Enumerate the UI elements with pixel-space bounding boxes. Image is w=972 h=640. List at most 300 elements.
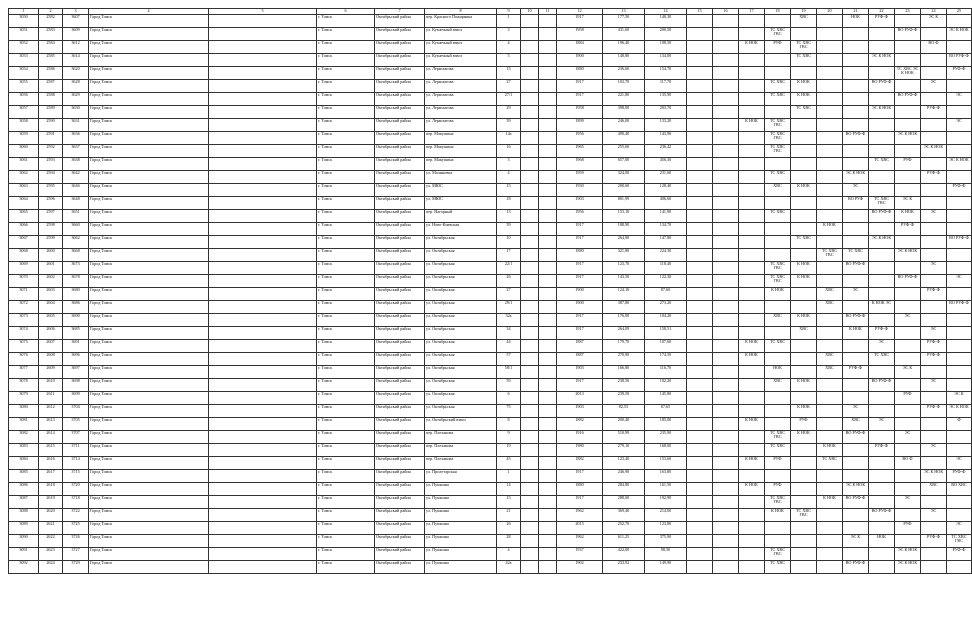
table-cell: 45 xyxy=(497,456,521,469)
table-cell: г. Томск xyxy=(317,560,375,573)
table-cell: 166,80 xyxy=(603,365,645,378)
table-cell xyxy=(209,248,317,261)
table-cell: Октябрьский район xyxy=(375,443,425,456)
table-cell xyxy=(539,105,557,118)
table-cell xyxy=(895,183,921,196)
table-cell xyxy=(739,92,765,105)
table-cell xyxy=(791,534,817,547)
table-cell: 1884 xyxy=(557,40,603,53)
table-cell: Октябрьский район xyxy=(375,326,425,339)
table-cell xyxy=(209,92,317,105)
table-cell: 657,00 xyxy=(603,157,645,170)
table-cell xyxy=(843,79,869,92)
table-cell: г. Томск xyxy=(317,105,375,118)
table-cell xyxy=(739,222,765,235)
table-cell: 4 xyxy=(497,170,521,183)
table-cell xyxy=(791,287,817,300)
table-cell xyxy=(209,144,317,157)
table-cell xyxy=(843,27,869,40)
table-cell: РУФ-Ф xyxy=(869,14,895,27)
table-cell: Октябрьский район xyxy=(375,92,425,105)
table-cell: ТС ХВС ГВС xyxy=(765,547,791,560)
table-cell xyxy=(895,534,921,547)
table-cell: 2606 xyxy=(39,326,63,339)
table-cell xyxy=(869,261,895,274)
table-cell: 3064 xyxy=(9,196,39,209)
table-cell: К НОК xyxy=(791,274,817,287)
table-cell: г. Томск xyxy=(317,157,375,170)
table-cell: 1902 xyxy=(557,560,603,573)
table-cell: 153,60 xyxy=(645,456,687,469)
table-cell: 255,60 xyxy=(603,144,645,157)
table-row xyxy=(9,326,972,339)
table-cell: 153,10 xyxy=(603,209,645,222)
table-cell: г. Томск xyxy=(317,417,375,430)
table-cell xyxy=(895,105,921,118)
table-cell: К НОК xyxy=(739,352,765,365)
table-cell: Октябрьский район xyxy=(375,404,425,417)
table-cell: 1958 xyxy=(557,27,603,40)
table-cell xyxy=(739,300,765,313)
table-cell xyxy=(687,92,713,105)
table-cell xyxy=(739,287,765,300)
table-cell xyxy=(921,495,947,508)
table-cell: 3076 xyxy=(9,352,39,365)
table-cell: РУФ xyxy=(765,40,791,53)
table-cell xyxy=(921,547,947,560)
table-cell: 1917 xyxy=(557,326,603,339)
table-cell xyxy=(521,534,539,547)
table-cell: Город Томск xyxy=(89,339,209,352)
table-cell xyxy=(539,235,557,248)
table-cell: ЭС xyxy=(843,183,869,196)
table-cell: 3630 xyxy=(63,105,89,118)
table-cell: ВО РУФ-Ф xyxy=(869,508,895,521)
table-cell: 59 xyxy=(497,378,521,391)
table-cell: Октябрьский район xyxy=(375,196,425,209)
table-cell xyxy=(869,547,895,560)
table-cell xyxy=(521,352,539,365)
table-cell: ул. Октябрьская xyxy=(425,248,497,261)
table-cell xyxy=(521,170,539,183)
table-cell: ВО Ф xyxy=(921,40,947,53)
table-cell: г. Томск xyxy=(317,326,375,339)
table-cell: 27 xyxy=(497,287,521,300)
table-cell: 3087 xyxy=(9,495,39,508)
table-cell: 179,70 xyxy=(603,339,645,352)
table-cell xyxy=(209,105,317,118)
table-cell: 3068 xyxy=(9,248,39,261)
table-cell xyxy=(209,40,317,53)
table-cell: 200,60 xyxy=(603,183,645,196)
table-cell: пер. Нагорный xyxy=(425,209,497,222)
table-cell: 3055 xyxy=(9,79,39,92)
table-cell xyxy=(817,144,843,157)
table-cell xyxy=(895,326,921,339)
table-cell: ул. Октябрьская xyxy=(425,365,497,378)
table-cell xyxy=(947,378,972,391)
table-cell: РУФ-Ф xyxy=(921,287,947,300)
table-cell: 203,70 xyxy=(645,105,687,118)
table-row xyxy=(9,27,972,40)
table-cell: 3699 xyxy=(63,391,89,404)
table-cell: 2618 xyxy=(39,482,63,495)
table-cell xyxy=(687,469,713,482)
table-cell: РУФ-Ф xyxy=(895,222,921,235)
table-cell xyxy=(539,521,557,534)
table-cell: 273,20 xyxy=(645,300,687,313)
table-cell: 29 xyxy=(497,105,521,118)
table-cell xyxy=(739,443,765,456)
table-cell: РУФ xyxy=(895,521,921,534)
table-row xyxy=(9,144,972,157)
table-cell xyxy=(869,131,895,144)
table-cell: 3638 xyxy=(63,157,89,170)
table-cell xyxy=(687,248,713,261)
table-cell: К НОК xyxy=(739,118,765,131)
table-cell: 3722 xyxy=(63,508,89,521)
table-cell: г. Томск xyxy=(317,183,375,196)
table-cell: 154,70 xyxy=(645,66,687,79)
table-cell: г. Томск xyxy=(317,170,375,183)
table-cell: Октябрьский район xyxy=(375,547,425,560)
table-cell xyxy=(947,209,972,222)
table-cell: г. Томск xyxy=(317,469,375,482)
table-cell: 2614 xyxy=(39,430,63,443)
table-cell: ЭС xyxy=(895,495,921,508)
table-cell xyxy=(921,248,947,261)
table-cell xyxy=(713,40,739,53)
table-cell xyxy=(713,209,739,222)
table-cell xyxy=(921,365,947,378)
table-cell: Октябрьский район xyxy=(375,222,425,235)
table-cell: ТС ХВС xyxy=(843,248,869,261)
table-cell: РУФ xyxy=(895,391,921,404)
table-cell: 1917 xyxy=(557,469,603,482)
table-cell xyxy=(713,183,739,196)
table-cell xyxy=(687,326,713,339)
table-cell: 2594 xyxy=(39,170,63,183)
table-cell: ЭС xyxy=(921,261,947,274)
table-cell xyxy=(765,196,791,209)
table-cell: 387,80 xyxy=(603,300,645,313)
table-cell: 3073 xyxy=(9,313,39,326)
table-cell: 128,40 xyxy=(645,183,687,196)
table-cell: 185,00 xyxy=(645,417,687,430)
table-cell xyxy=(539,287,557,300)
table-cell xyxy=(209,352,317,365)
column-header: 22 xyxy=(869,9,895,15)
table-cell: 1917 xyxy=(557,495,603,508)
table-cell: ЭС xyxy=(869,339,895,352)
table-cell xyxy=(539,170,557,183)
table-cell: ТС ХВС ГВС xyxy=(791,40,817,53)
table-cell: К НОК xyxy=(791,92,817,105)
table-cell xyxy=(947,339,972,352)
table-cell: ХВС xyxy=(817,300,843,313)
table-cell: 3668 xyxy=(63,248,89,261)
table-cell xyxy=(209,14,317,27)
table-cell: 2589 xyxy=(39,105,63,118)
table-cell: 26 xyxy=(497,521,521,534)
table-cell: 134,70 xyxy=(645,222,687,235)
table-cell xyxy=(713,144,739,157)
table-cell xyxy=(539,14,557,27)
table-cell: 177,50 xyxy=(603,14,645,27)
table-cell xyxy=(539,443,557,456)
table-cell: 2622 xyxy=(39,534,63,547)
table-cell xyxy=(739,508,765,521)
table-cell: Октябрьский район xyxy=(375,170,425,183)
table-cell xyxy=(739,14,765,27)
table-cell xyxy=(947,144,972,157)
table-cell xyxy=(817,209,843,222)
table-cell: Город Томск xyxy=(89,352,209,365)
table-cell: ул. Пушкина xyxy=(425,560,497,573)
table-cell xyxy=(895,469,921,482)
table-cell: 3089 xyxy=(9,521,39,534)
table-cell: 2598 xyxy=(39,222,63,235)
table-cell xyxy=(921,430,947,443)
table-cell: 1962 xyxy=(557,534,603,547)
table-cell: 29/1 xyxy=(497,300,521,313)
table-cell: ВО РУФ-Ф xyxy=(843,495,869,508)
table-cell: 3614 xyxy=(63,53,89,66)
column-header: 1 xyxy=(9,9,39,15)
table-cell xyxy=(539,274,557,287)
table-cell xyxy=(765,248,791,261)
table-cell xyxy=(713,443,739,456)
table-cell: 168,00 xyxy=(645,443,687,456)
table-cell: 1917 xyxy=(557,14,603,27)
table-cell xyxy=(687,79,713,92)
table-cell: ТС ХВС xyxy=(765,209,791,222)
column-header: 6 xyxy=(317,9,375,15)
table-cell: 3051 xyxy=(9,27,39,40)
table-cell xyxy=(817,40,843,53)
table-cell: 2597 xyxy=(39,209,63,222)
table-cell xyxy=(713,196,739,209)
table-cell: 174,50 xyxy=(645,352,687,365)
table-cell xyxy=(765,404,791,417)
table-cell: 2591 xyxy=(39,131,63,144)
table-cell: 3651 xyxy=(63,209,89,222)
table-cell xyxy=(921,183,947,196)
table-cell: Октябрьский район xyxy=(375,144,425,157)
table-cell xyxy=(209,508,317,521)
table-cell xyxy=(739,144,765,157)
table-cell: 58/1 xyxy=(497,365,521,378)
table-cell: 3079 xyxy=(9,391,39,404)
table-cell xyxy=(817,131,843,144)
table-cell: ул. Пушкина xyxy=(425,482,497,495)
table-cell xyxy=(895,287,921,300)
table-cell xyxy=(713,131,739,144)
table-cell: РУФ-Ф xyxy=(921,105,947,118)
table-cell xyxy=(791,170,817,183)
table-cell xyxy=(947,495,972,508)
table-cell: ВО РУФ-Ф xyxy=(843,261,869,274)
table-cell xyxy=(521,378,539,391)
table-cell xyxy=(521,105,539,118)
table-cell: 3648 xyxy=(63,196,89,209)
table-cell xyxy=(739,53,765,66)
table-cell xyxy=(539,40,557,53)
table-cell: Город Томск xyxy=(89,118,209,131)
table-cell: ВО РУФ-Ф xyxy=(869,209,895,222)
table-cell: г. Томск xyxy=(317,27,375,40)
table-cell xyxy=(687,430,713,443)
table-cell: Город Томск xyxy=(89,378,209,391)
table-cell xyxy=(869,27,895,40)
table-cell xyxy=(521,144,539,157)
table-cell: К НОК xyxy=(817,222,843,235)
table-cell xyxy=(921,196,947,209)
table-cell xyxy=(921,222,947,235)
table-cell xyxy=(817,430,843,443)
table-cell: ул. Октябрьская xyxy=(425,287,497,300)
table-cell: 1887 xyxy=(557,352,603,365)
table-cell xyxy=(765,352,791,365)
table-cell: г. Томск xyxy=(317,222,375,235)
table-cell xyxy=(539,560,557,573)
table-cell xyxy=(843,40,869,53)
table-cell: Октябрьский район xyxy=(375,469,425,482)
table-cell xyxy=(869,222,895,235)
table-cell: 1 xyxy=(497,469,521,482)
table-cell xyxy=(791,352,817,365)
table-cell: 2013 xyxy=(557,391,603,404)
table-cell: Октябрьский район xyxy=(375,534,425,547)
table-cell: г. Томск xyxy=(317,430,375,443)
table-cell: ул. Октябрьская xyxy=(425,235,497,248)
table-cell: г. Томск xyxy=(317,53,375,66)
table-cell: ТС ХВС xyxy=(817,456,843,469)
table-cell: РУФ-Ф xyxy=(921,170,947,183)
table-cell xyxy=(539,53,557,66)
table-cell: Город Томск xyxy=(89,495,209,508)
table-cell: ТС ХВС ГВС xyxy=(765,131,791,144)
table-cell: 32а xyxy=(497,313,521,326)
table-row xyxy=(9,521,972,534)
table-cell: 118,40 xyxy=(645,261,687,274)
table-cell: ВО Ф xyxy=(895,456,921,469)
table-cell: 3086 xyxy=(9,482,39,495)
table-cell: ТС ХВС xyxy=(765,92,791,105)
table-cell: 246,90 xyxy=(603,469,645,482)
table-cell: Город Томск xyxy=(89,521,209,534)
table-cell: ТС ХВС xyxy=(765,443,791,456)
table-cell: ТС ХВС ЭС К НОК xyxy=(895,66,921,79)
table-cell: 3066 xyxy=(9,222,39,235)
table-cell: РУФ-Ф xyxy=(947,547,972,560)
table-cell: 1930 xyxy=(557,183,603,196)
table-cell xyxy=(817,313,843,326)
table-cell: 3078 xyxy=(9,378,39,391)
table-cell: Город Томск xyxy=(89,92,209,105)
table-cell: ВО РУФ-Ф xyxy=(869,79,895,92)
table-cell xyxy=(947,131,972,144)
table-cell xyxy=(687,482,713,495)
table-cell: Город Томск xyxy=(89,144,209,157)
table-cell: пер. Макушина xyxy=(425,144,497,157)
table-cell xyxy=(739,547,765,560)
table-cell: К НОК xyxy=(791,183,817,196)
table-row xyxy=(9,261,972,274)
table-cell: 15 xyxy=(497,495,521,508)
table-cell: Октябрьский район xyxy=(375,430,425,443)
table-cell: 2592 xyxy=(39,144,63,157)
table-cell: Город Томск xyxy=(89,300,209,313)
table-cell xyxy=(739,66,765,79)
column-header: 5 xyxy=(209,9,317,15)
table-cell: К НОК xyxy=(791,378,817,391)
table-cell xyxy=(791,339,817,352)
table-cell xyxy=(765,105,791,118)
table-cell xyxy=(521,417,539,430)
table-cell xyxy=(843,92,869,105)
table-cell: 279,10 xyxy=(603,443,645,456)
table-cell: Город Томск xyxy=(89,313,209,326)
table-cell: Город Томск xyxy=(89,66,209,79)
table-cell: 1917 xyxy=(557,235,603,248)
table-cell: Город Томск xyxy=(89,183,209,196)
table-row xyxy=(9,14,972,27)
table-cell xyxy=(921,92,947,105)
table-cell: Октябрьский район xyxy=(375,53,425,66)
table-cell: Город Томск xyxy=(89,170,209,183)
table-cell: Октябрьский район xyxy=(375,378,425,391)
table-cell: ЭС xyxy=(895,313,921,326)
table-cell: Октябрьский район xyxy=(375,183,425,196)
table-cell xyxy=(765,235,791,248)
table-cell: 1917 xyxy=(557,261,603,274)
table-cell xyxy=(521,131,539,144)
table-cell: 1917 xyxy=(557,92,603,105)
table-cell xyxy=(521,495,539,508)
table-cell xyxy=(947,430,972,443)
table-cell xyxy=(765,222,791,235)
table-cell: 3080 xyxy=(9,404,39,417)
table-cell xyxy=(521,79,539,92)
table-cell: 3698 xyxy=(63,378,89,391)
table-cell: ЭС К xyxy=(921,14,947,27)
table-cell: 3052 xyxy=(9,40,39,53)
table-cell: Город Томск xyxy=(89,443,209,456)
table-cell xyxy=(713,482,739,495)
table-cell xyxy=(791,300,817,313)
table-cell: 1965 xyxy=(557,144,603,157)
table-cell: 133,20 xyxy=(645,118,687,131)
table-cell xyxy=(521,274,539,287)
table-cell: ТС ХВС xyxy=(869,157,895,170)
table-cell xyxy=(921,456,947,469)
table-cell: ВО ХВС xyxy=(947,482,972,495)
table-cell: ЭС xyxy=(921,326,947,339)
column-header: 4 xyxy=(89,9,209,15)
table-cell xyxy=(739,430,765,443)
table-cell: г. Томск xyxy=(317,40,375,53)
table-cell: 2619 xyxy=(39,495,63,508)
table-cell xyxy=(539,79,557,92)
table-cell: 3673 xyxy=(63,261,89,274)
table-cell: г. Томск xyxy=(317,287,375,300)
table-cell: 6 xyxy=(497,391,521,404)
table-cell: 123,40 xyxy=(603,456,645,469)
table-cell: Город Томск xyxy=(89,404,209,417)
table-cell: пер. Макушина xyxy=(425,131,497,144)
table-cell: пер. Макушина xyxy=(425,157,497,170)
